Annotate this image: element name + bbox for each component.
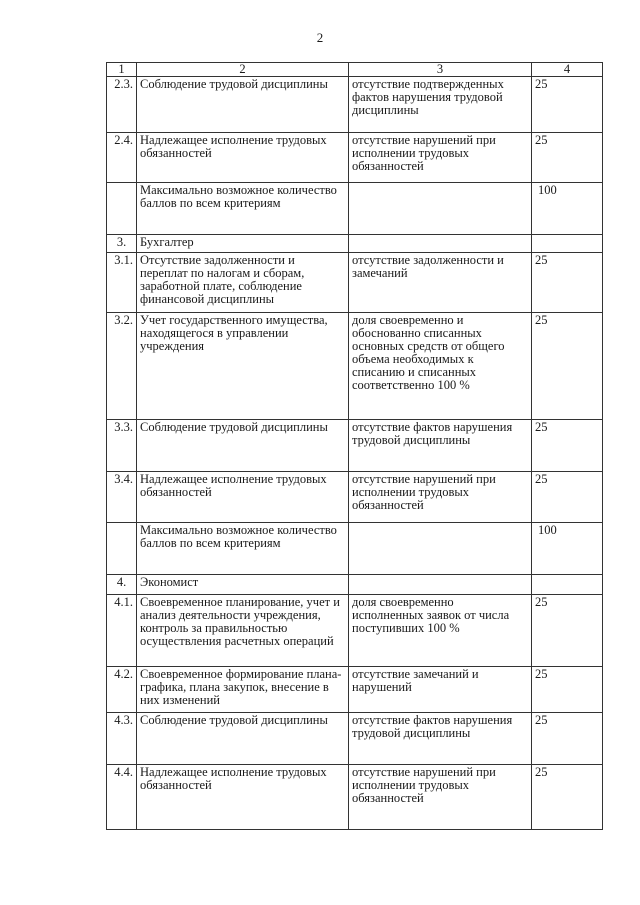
score-cell: 25 — [532, 133, 603, 183]
section-row — [107, 235, 603, 253]
indicator-cell: отсутствие фактов нарушения трудовой дисциплины — [349, 420, 532, 472]
page-number: 2 — [316, 30, 324, 45]
criterion-cell: Надлежащее исполнение трудовых обязанностей — [137, 133, 349, 183]
row-number-cell: 4.1. — [107, 595, 137, 667]
score-cell: 25 — [532, 313, 603, 420]
indicator-cell: отсутствие нарушений при исполнении трудовых обязанностей — [349, 765, 532, 830]
score-cell — [532, 235, 603, 253]
score-cell: 25 — [532, 472, 603, 523]
row-number-cell: 3.2. — [107, 313, 137, 420]
table-header-row — [107, 63, 603, 77]
criterion-cell: Максимально возможное количество баллов по всем критериям — [137, 523, 349, 575]
indicator-cell: отсутствие задолженности и замечаний — [349, 253, 532, 313]
table-row — [107, 253, 603, 313]
score-cell: 25 — [532, 420, 603, 472]
table-row — [107, 133, 603, 183]
criterion-cell: Соблюдение трудовой дисциплины — [137, 77, 349, 133]
header-cell-number: 1 — [107, 63, 137, 77]
row-number-cell — [107, 523, 137, 575]
criteria-table — [106, 62, 603, 830]
header-cell-score: 4 — [532, 63, 603, 77]
score-cell: 25 — [532, 253, 603, 313]
score-cell: 100 — [532, 523, 603, 575]
row-number-cell: 4.3. — [107, 713, 137, 765]
indicator-cell: отсутствие подтвержденных фактов нарушения трудовой дисциплины — [349, 77, 532, 133]
section-title-cell: Экономист — [137, 575, 349, 595]
section-number-cell: 4. — [107, 575, 137, 595]
row-number-cell: 4.4. — [107, 765, 137, 830]
header-cell-indicator: 3 — [349, 63, 532, 77]
score-cell: 25 — [532, 713, 603, 765]
table-row — [107, 420, 603, 472]
criterion-cell: Максимально возможное количество баллов по всем критериям — [137, 183, 349, 235]
row-number-cell: 3.3. — [107, 420, 137, 472]
criterion-cell: Соблюдение трудовой дисциплины — [137, 713, 349, 765]
total-row — [107, 183, 603, 235]
score-cell: 25 — [532, 595, 603, 667]
score-cell: 25 — [532, 77, 603, 133]
criterion-cell: Отсутствие задолженности и переплат по налогам и сборам, заработной плате, соблюдение финансовой дисциплины — [137, 253, 349, 313]
indicator-cell: отсутствие замечаний и нарушений — [349, 667, 532, 713]
row-number-cell: 2.4. — [107, 133, 137, 183]
row-number-cell — [107, 183, 137, 235]
header-cell-criterion: 2 — [137, 63, 349, 77]
row-number-cell: 2.3. — [107, 77, 137, 133]
table-row — [107, 713, 603, 765]
row-number-cell: 3.1. — [107, 253, 137, 313]
total-row — [107, 523, 603, 575]
indicator-cell: отсутствие фактов нарушения трудовой дисциплины — [349, 713, 532, 765]
score-cell: 25 — [532, 667, 603, 713]
table-row — [107, 667, 603, 713]
row-number-cell: 3.4. — [107, 472, 137, 523]
indicator-cell: доля своевременно и обоснованно списанных основных средств от общего объема необходимых к списанию и списанных соответственно 100 % — [349, 313, 532, 420]
section-number-cell: 3. — [107, 235, 137, 253]
section-title-cell: Бухгалтер — [137, 235, 349, 253]
table-row — [107, 595, 603, 667]
table-row — [107, 472, 603, 523]
indicator-cell — [349, 523, 532, 575]
criterion-cell: Своевременное формирование плана-графика, плана закупок, внесение в них изменений — [137, 667, 349, 713]
score-cell: 25 — [532, 765, 603, 830]
table-row — [107, 765, 603, 830]
score-cell: 100 — [532, 183, 603, 235]
score-cell — [532, 575, 603, 595]
section-row — [107, 575, 603, 595]
criterion-cell: Надлежащее исполнение трудовых обязанностей — [137, 765, 349, 830]
indicator-cell — [349, 575, 532, 595]
table-row — [107, 77, 603, 133]
criterion-cell: Надлежащее исполнение трудовых обязанностей — [137, 472, 349, 523]
indicator-cell: доля своевременно исполненных заявок от числа поступивших 100 % — [349, 595, 532, 667]
row-number-cell: 4.2. — [107, 667, 137, 713]
indicator-cell: отсутствие нарушений при исполнении трудовых обязанностей — [349, 133, 532, 183]
criterion-cell: Своевременное планирование, учет и анализ деятельности учреждения, контроль за правильностью осуществления расчетных операций — [137, 595, 349, 667]
criterion-cell: Учет государственного имущества, находящегося в управлении учреждения — [137, 313, 349, 420]
indicator-cell — [349, 183, 532, 235]
table-row — [107, 313, 603, 420]
criterion-cell: Соблюдение трудовой дисциплины — [137, 420, 349, 472]
indicator-cell — [349, 235, 532, 253]
indicator-cell: отсутствие нарушений при исполнении трудовых обязанностей — [349, 472, 532, 523]
